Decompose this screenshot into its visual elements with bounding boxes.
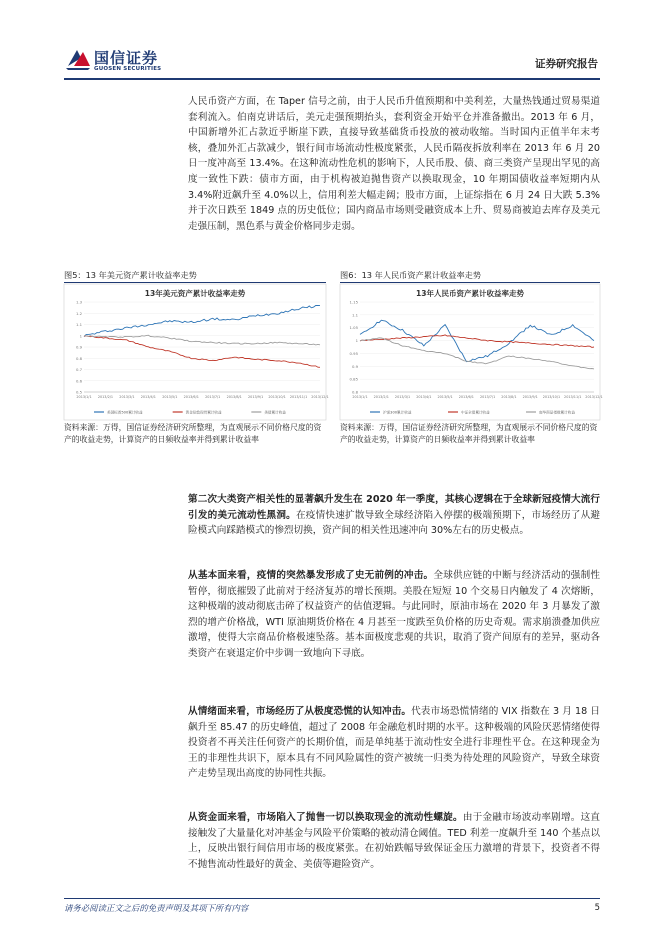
x-tick-label: 2013/3/1 xyxy=(119,395,135,399)
paragraph-5-body: 由于金融市场波动率剧增。这直接触发了大量量化对冲基金与风险平价策略的被动清仓阈值。TED 利差一度飙升至 140 个基点以上，反映出银行间信用市场的极度紧张。在初始跌幅导致保证金压力激增的背景下，投资者不得不抛售流动性最好的黄金、美债等避险资产。 xyxy=(188,812,601,870)
y-tick-label: 1.1 xyxy=(75,322,82,327)
report-type-label: 证券研究报告 xyxy=(535,58,598,70)
x-tick-label: 2013/8/1 xyxy=(501,395,517,399)
paragraph-2020-correlation xyxy=(188,492,600,539)
paragraph-liquidity xyxy=(188,810,600,872)
y-tick-label: 0.5 xyxy=(75,389,82,395)
legend-label: 美国标普500累计收益 xyxy=(107,410,143,415)
footer-divider xyxy=(64,898,600,899)
legend-label: 美债累计收益 xyxy=(264,410,286,415)
x-tick-label: 2013/2/1 xyxy=(97,395,114,399)
y-tick-label: 0.9 xyxy=(351,363,358,369)
legend-label: 沪深300累计收益 xyxy=(383,410,412,415)
x-tick-label: 2013/2/1 xyxy=(373,395,389,399)
guosen-logo xyxy=(64,44,184,78)
logo-chinese-name: 国信证券 xyxy=(94,49,159,67)
paragraph-rmb-assets: 人民币资产方面，在 Taper 信号之前，由于人民币升值预期和中美利差，大量热钱通过贸易渠道套利流入。伯南克讲话后，美元走强预期抬头，套利资金开始平仓并准备撤出。2013 年 6 月，中国新增外汇占款近乎断崖下跌，直接导致基础货币投放的被动收缩。当时国内正值半年末考核，叠加外汇占款减少，银行间市场流动性极度紧张，人民币隔夜拆放利率在 2013 年 6 月 20 日一度冲高至 13.4%。在这种流动性危机的影响下，人民币股、债、商三类资产呈现出罕见的高度一致性下跌：债市方面，由于机构被迫抛售资产以换取现金，10 年期国债收益率短期内从 3.4%附近飙升至 4.0%以上，信用利差大幅走阔；股市方面，上证综指在 6 月 24 日大跌 5.3%并于次日跌至 1849 点的历史低位；国内商品市场则受融资成本上升、贸易商被迫去库存及美元走强压制，黑色系与黄金价格同步走弱。 xyxy=(188,96,600,232)
y-tick-label: 0.85 xyxy=(349,376,358,382)
chart-frame xyxy=(64,284,329,420)
figure-5-chart xyxy=(64,284,329,420)
y-tick-label: 0.7 xyxy=(75,367,82,372)
x-tick-label: 2013/12/1 xyxy=(585,395,603,399)
x-tick-label: 2013/5/1 xyxy=(437,395,453,399)
paragraph-sentiment xyxy=(188,704,600,782)
paragraph-2-body: 在疫情快速扩散导致全球经济陷入停摆的极端预期下，市场经历了从避险模式向踩踏模式的惨烈切换，资产间的相关性迅速冲向 30%左右的历史极点。 xyxy=(188,509,601,537)
paragraph-2-lead: 第二次大类资产相关性的显著飙升发生在 2020 年一季度，其核心逻辑在于全球新冠疫情大流行引发的美元流动性黑洞。 xyxy=(188,494,600,521)
figure-5-source: 资料来源：万得，国信证券经济研究所整理，为直观展示不同价格尺度的资产的收益走势，计算资产的日频收益率并得到累计收益率 xyxy=(64,423,322,444)
header-divider xyxy=(64,78,600,80)
x-tick-label: 2013/9/1 xyxy=(248,395,264,399)
legend-label: 中证全债累计收益 xyxy=(461,410,490,415)
figure-5-svg xyxy=(64,284,329,420)
y-tick-label: 0.8 xyxy=(75,355,82,361)
x-tick-label: 2013/11/1 xyxy=(564,395,582,399)
page-number: 5 xyxy=(594,902,600,912)
x-tick-label: 2013/12/1 xyxy=(311,395,329,399)
figure-5-caption: 图5：13 年美元资产累计收益率走势 xyxy=(64,270,197,280)
paragraph-4-body: 代表市场恐慌情绪的 VIX 指数在 3 月 18 日飙升至 85.47 的历史峰值，超过了 2008 年金融危机时期的水平。这种极端的风险厌恶情绪使得投资者不再关注任何资产的长期价值，而是单纯基于流动性安全进行非理性平仓。在这种现金为王的非理性共识下，原本具有不同风险属性的资产被统一归类为待处理的风险资产，导致全球资产走势呈现出高度的协同性共振。 xyxy=(188,706,601,780)
paragraph-fundamentals xyxy=(188,568,600,662)
logo-english-name: GUOSEN SECURITIES xyxy=(94,66,162,72)
x-tick-label: 2013/10/1 xyxy=(268,395,286,399)
x-tick-label: 2013/9/1 xyxy=(522,395,538,399)
y-tick-label: 1 xyxy=(79,333,82,339)
y-tick-label: 1.2 xyxy=(75,310,82,316)
x-tick-label: 2013/6/1 xyxy=(183,395,199,399)
x-tick-label: 2013/11/1 xyxy=(289,395,308,399)
figure-6-source: 资料来源：万得，国信证券经济研究所整理，为直观展示不同价格尺度的资产的收益走势，计算资产的日频收益率并得到累计收益率 xyxy=(340,423,598,444)
figure-5-rule xyxy=(64,282,326,283)
x-tick-label: 2013/7/1 xyxy=(205,395,221,399)
figure-6-chart xyxy=(340,284,603,420)
x-tick-label: 2013/1/1 xyxy=(76,395,92,399)
chart-title: 13年人民币资产累计收益率走势 xyxy=(416,289,524,298)
guosen-logo-mark-icon xyxy=(64,44,92,72)
paragraph-3-lead: 从基本面来看，疫情的突然暴发形成了史无前例的冲击。 xyxy=(188,570,434,581)
legend-label: 南华商品指数累计收益 xyxy=(539,410,575,415)
y-tick-label: 1.1 xyxy=(351,312,358,318)
x-tick-label: 2013/4/1 xyxy=(140,395,156,399)
legend-label: 黄金伦敦现货累计收益 xyxy=(185,410,222,415)
figure-6-rule xyxy=(340,282,600,283)
figure-6-svg xyxy=(340,284,603,420)
x-tick-label: 2013/1/1 xyxy=(352,395,368,399)
paragraph-5-lead: 从资金面来看，市场陷入了抛售一切以换取现金的流动性螺旋。 xyxy=(188,812,463,823)
chart-frame xyxy=(340,284,603,420)
paragraph-4-lead: 从情绪面来看，市场经历了从极度恐慌的认知冲击。 xyxy=(188,706,412,717)
y-tick-label: 1.15 xyxy=(349,299,358,305)
y-tick-label: 1 xyxy=(355,338,358,344)
x-tick-label: 2013/3/1 xyxy=(394,395,411,399)
y-tick-label: 0.6 xyxy=(75,378,82,384)
x-tick-label: 2013/4/1 xyxy=(416,395,432,399)
footer-disclaimer: 请务必阅读正文之后的免责声明及其项下所有内容 xyxy=(64,903,249,913)
x-tick-label: 2013/6/1 xyxy=(458,395,474,399)
page-header xyxy=(0,0,662,82)
x-tick-label: 2013/10/1 xyxy=(542,395,561,399)
y-tick-label: 0.8 xyxy=(351,389,358,395)
paragraph-3-body: 全球供应链的中断与经济活动的强制性暂停，彻底摧毁了此前对于经济复苏的增长预期。美股在短短 10 个交易日内触发了 4 次熔断，这种极端的波动彻底击碎了权益资产的估值逻辑。与此同时，原油市场在 2020 年 3 月暴发了激烈的增产价格战，WTI 原油期货价格在 4 月甚至一度跌至负价格的历史奇观。需求崩溃叠加供应激增，使得大宗商品价格极速坠落。基本面极度悲观的共识，取消了资产间原有的差异，驱动各类资产在衰退定价中步调一致地向下寻底。 xyxy=(188,570,601,659)
y-tick-label: 0.95 xyxy=(349,350,358,356)
x-tick-label: 2013/7/1 xyxy=(480,395,496,399)
x-tick-label: 2013/8/1 xyxy=(226,395,242,399)
y-tick-label: 0.9 xyxy=(75,344,82,350)
x-tick-label: 2013/5/1 xyxy=(162,395,178,399)
y-tick-label: 1.3 xyxy=(75,299,82,305)
chart-title: 13年美元资产累计收益率走势 xyxy=(144,289,246,298)
figure-6-caption: 图6：13 年人民币资产累计收益率走势 xyxy=(340,270,482,280)
y-tick-label: 1.05 xyxy=(349,325,358,331)
